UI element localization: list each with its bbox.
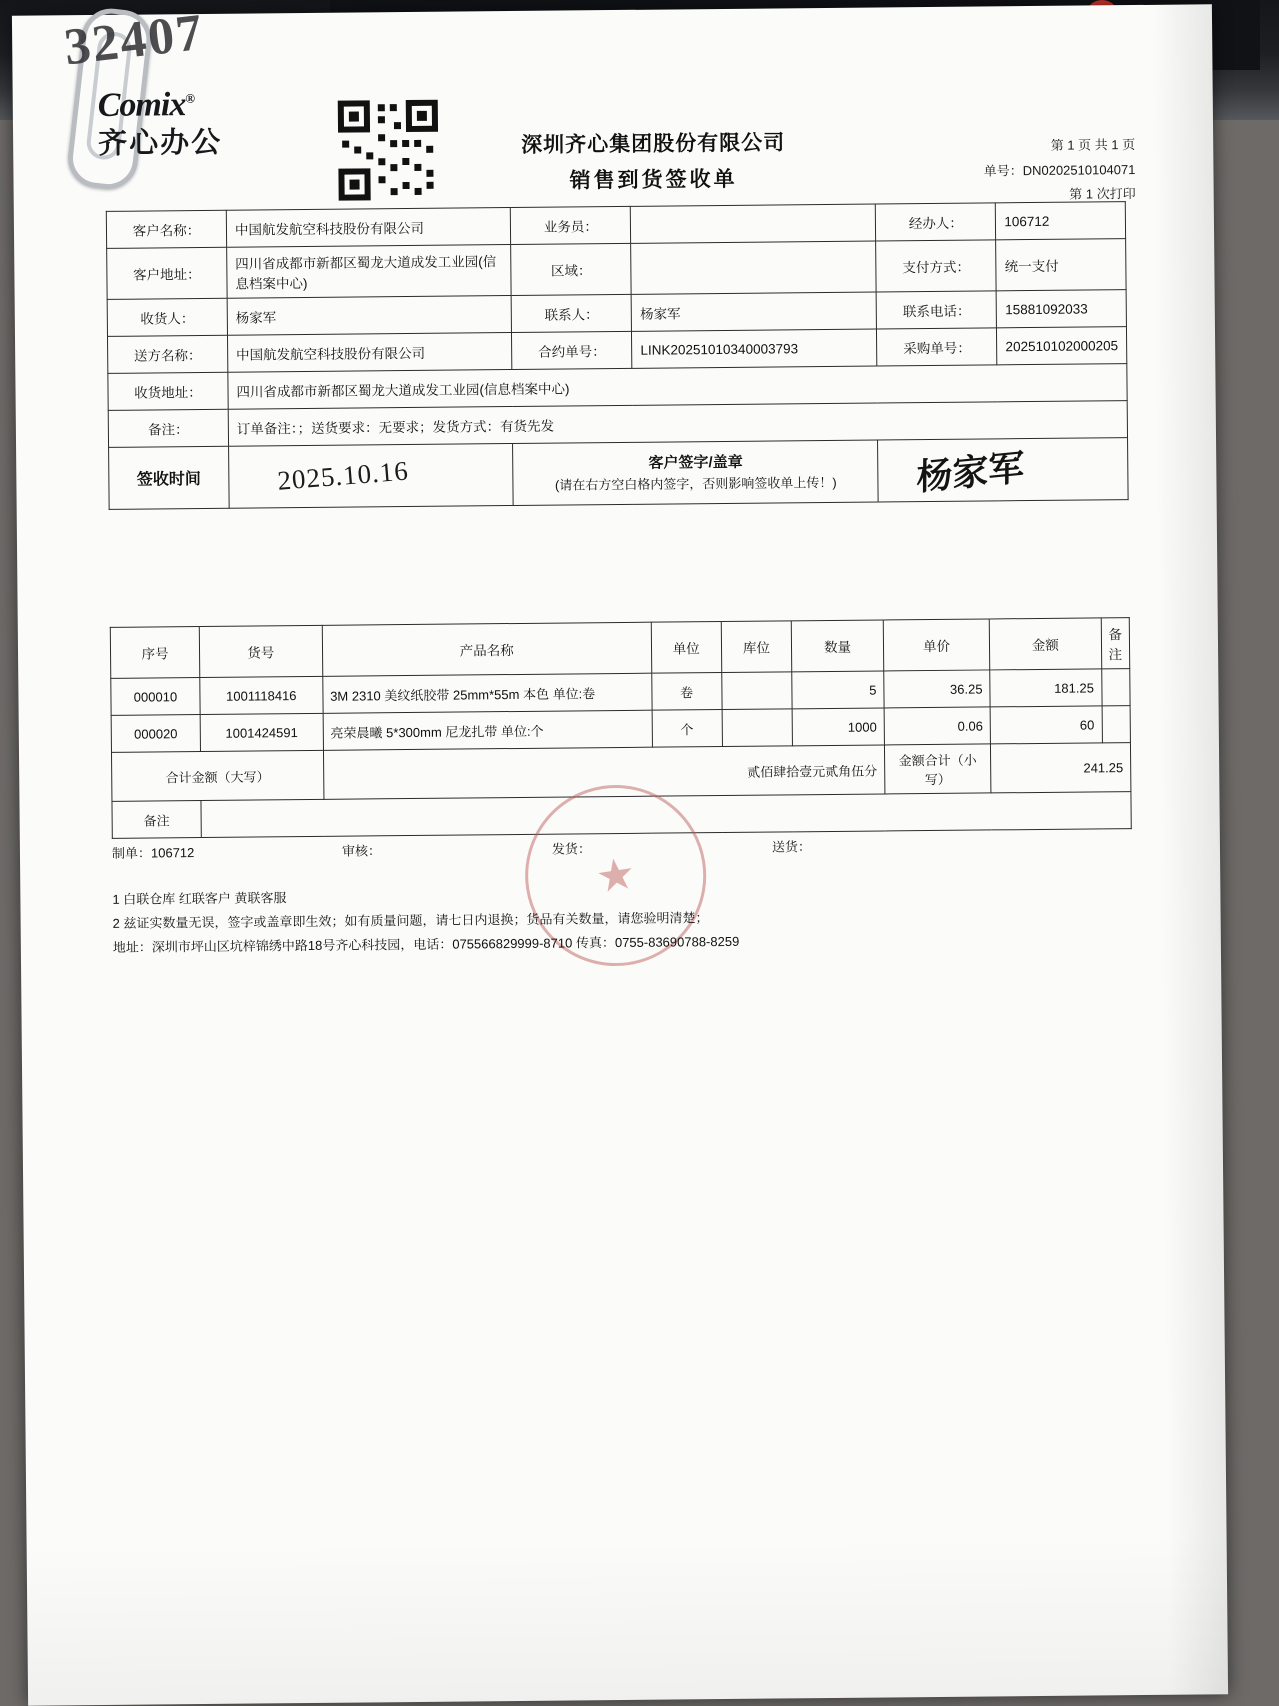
sign-time-value[interactable] — [228, 444, 513, 509]
sign-time-label: 签收时间 — [109, 446, 230, 509]
footer-address: 地址：深圳市坪山区坑梓锦绣中路18号齐心科技园，电话：075566829999-8710 传真：0755-83690788-8259 — [112, 933, 740, 955]
col-no: 序号 — [110, 627, 199, 679]
auditor-field: 审核： — [341, 843, 382, 859]
handwritten-corner-number: 32407 — [61, 3, 207, 77]
star-icon: ★ — [592, 847, 639, 903]
signature-row — [109, 438, 1129, 510]
salesman-value — [631, 204, 876, 243]
paper-shadow-bottom — [27, 1534, 1228, 1706]
cell-unit: 个 — [652, 710, 723, 748]
order-number-line: 单号：DN0202510104071 — [983, 161, 1136, 179]
signature-note: (请在右方空白格内签字，否则影响签收单上传！) — [554, 474, 837, 493]
cell-no: 000020 — [111, 715, 200, 753]
total-uppercase-label: 合计金额（大写） — [111, 750, 323, 801]
total-uppercase-value: 贰佰肆拾壹元贰角伍分 — [323, 745, 885, 799]
sender-value: 中国航发航空科技股份有限公司 — [227, 333, 512, 373]
col-amount: 金额 — [989, 618, 1101, 670]
region-value — [631, 241, 877, 294]
cell-code: 1001424591 — [200, 713, 323, 751]
col-qty: 数量 — [791, 620, 883, 672]
payment-value: 统一支付 — [996, 239, 1126, 291]
total-lowercase-value: 241.25 — [991, 743, 1131, 793]
contract-no-value: LINK20251010340003793 — [632, 329, 877, 368]
phone-value: 15881092033 — [996, 290, 1126, 328]
handwritten-signature: 杨家军 — [916, 447, 1025, 498]
remark-label: 备注： — [108, 409, 228, 447]
document-type-title: 销售到货签收单 — [569, 167, 738, 193]
delivery-address-value: 四川省成都市新都区蜀龙大道成发工业园(信息档案中心) — [228, 364, 1127, 410]
sender-label: 送方名称： — [107, 335, 227, 373]
company-name-title: 深圳齐心集团股份有限公司 — [521, 131, 786, 157]
col-remark: 备注 — [1101, 618, 1130, 669]
handler-value: 106712 — [996, 202, 1126, 240]
shipper-field: 发货： — [551, 841, 592, 857]
signature-instruction — [513, 440, 879, 506]
document-title — [463, 126, 844, 196]
contact-label: 联系人： — [511, 294, 631, 332]
col-name: 产品名称 — [322, 622, 651, 676]
footer-notes — [112, 878, 1133, 960]
customer-address-label: 客户地址： — [107, 247, 227, 299]
handler-label: 经办人： — [876, 203, 996, 241]
cell-price: 0.06 — [884, 707, 991, 745]
bottom-remark-label: 备注 — [112, 801, 201, 839]
col-code: 货号 — [199, 625, 322, 677]
payment-label: 支付方式： — [876, 240, 996, 292]
document-footer — [112, 833, 1133, 960]
delivery-address-label: 收货地址： — [108, 372, 228, 410]
purchase-no-value: 202510102000205 — [997, 327, 1127, 365]
col-location: 库位 — [721, 621, 792, 673]
contact-value: 杨家军 — [631, 292, 876, 331]
customer-name-value: 中国航发航空科技股份有限公司 — [226, 208, 511, 248]
remark-value: 订单备注：；送货要求：无要求；发货方式：有货先发 — [228, 401, 1127, 447]
cell-location — [722, 709, 793, 747]
cell-location — [722, 672, 793, 710]
page-indicator: 第 1 页 共 1 页 — [1050, 137, 1136, 153]
total-lowercase-label: 金额合计（小写） — [884, 744, 991, 794]
footer-note-2: 2 兹证实数量无误，签字或盖章即生效；如有质量问题，请七日内退换；货品有关数量，请您验明清楚； — [112, 910, 709, 931]
cell-unit: 卷 — [651, 673, 722, 711]
cell-remark — [1101, 669, 1130, 706]
company-logo — [98, 85, 299, 162]
print-count: 第 1 次打印 — [1069, 186, 1136, 203]
customer-info-table — [106, 201, 1129, 510]
cell-no: 000010 — [111, 678, 200, 716]
receiver-label: 收货人： — [107, 298, 227, 336]
cell-qty: 1000 — [792, 708, 884, 746]
signature-box[interactable] — [878, 438, 1128, 502]
customer-name-label: 客户名称： — [106, 210, 226, 248]
handwritten-date: 2025.10.16 — [276, 455, 410, 496]
contract-no-label: 合约单号： — [512, 331, 632, 369]
cell-qty: 5 — [792, 671, 884, 709]
footer-note-1: 1 白联仓库 红联客户 黄联客服 — [112, 890, 287, 907]
delivery-receipt-document — [12, 4, 1228, 1705]
receiver-value: 杨家军 — [227, 296, 512, 336]
phone-label: 联系电话： — [876, 291, 996, 329]
cell-amount: 181.25 — [990, 669, 1102, 707]
cell-name: 亮荣晨曦 5*300mm 尼龙扎带 单位:个 — [323, 710, 652, 750]
signature-label: 客户签字/盖章 — [648, 453, 743, 472]
paper-shadow-right — [1152, 4, 1228, 1694]
document-meta — [983, 133, 1136, 209]
purchase-no-label: 采购单号： — [877, 328, 997, 366]
cell-code: 1001118416 — [200, 676, 323, 714]
logo-latin-text: Comix® — [97, 86, 195, 124]
region-label: 区域： — [511, 243, 631, 295]
logo-chinese-text: 齐心办公 — [97, 126, 223, 160]
cell-name: 3M 2310 美纹纸胶带 25mm*55m 本色 单位:卷 — [322, 673, 651, 713]
qr-code-icon — [338, 100, 439, 201]
salesman-label: 业务员： — [511, 206, 631, 244]
cell-price: 36.25 — [884, 670, 991, 708]
col-price: 单价 — [883, 619, 990, 671]
maker-field: 制单：106712 — [111, 845, 195, 861]
cell-remark — [1102, 706, 1131, 743]
customer-address-value: 四川省成都市新都区蜀龙大道成发工业园(信息档案中心) — [227, 245, 512, 299]
cell-amount: 60 — [990, 706, 1102, 744]
delivery-field: 送货： — [771, 839, 812, 855]
col-unit: 单位 — [651, 622, 722, 674]
